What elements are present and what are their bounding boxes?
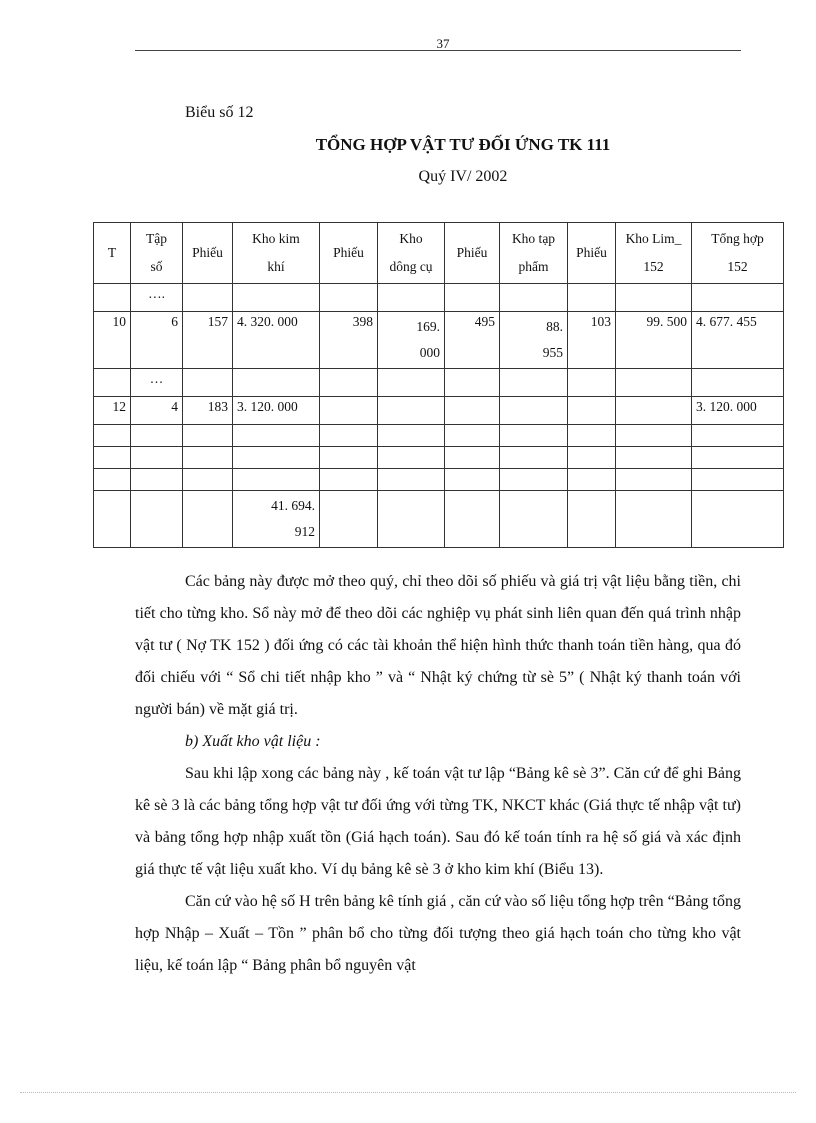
- header-cell: Kho kim khí: [233, 223, 320, 284]
- document-title: TỔNG HỢP VẬT TƯ ĐỐI ỨNG TK 111: [315, 135, 611, 154]
- table-cell: [378, 369, 445, 397]
- table-cell: 10: [94, 312, 131, 369]
- section-heading: b) Xuất kho vật liệu :: [185, 733, 321, 750]
- header-cell: Kho tạp phẩm: [500, 223, 568, 284]
- table-cell: [692, 284, 784, 312]
- table-cell: [692, 491, 784, 548]
- table-cell: 88. 955: [500, 312, 568, 369]
- table-cell: [445, 284, 500, 312]
- table-cell: 6: [131, 312, 183, 369]
- table-cell: [320, 469, 378, 491]
- table-row: [94, 447, 784, 469]
- table-cell: [131, 425, 183, 447]
- table-cell: [183, 284, 233, 312]
- table-cell: [233, 425, 320, 447]
- table-cell: [445, 447, 500, 469]
- table-cell: [616, 284, 692, 312]
- header-cell: T: [94, 223, 131, 284]
- table-cell: [500, 397, 568, 425]
- table-cell: [378, 397, 445, 425]
- header-cell: Kho dông cụ: [378, 223, 445, 284]
- table-cell: 4. 677. 455: [692, 312, 784, 369]
- table-cell: [131, 491, 183, 548]
- table-cell: 495: [445, 312, 500, 369]
- table-row: [94, 284, 784, 312]
- table-cell: [616, 369, 692, 397]
- header-cell: Phiếu: [183, 223, 233, 284]
- header-cell: Phiếu: [568, 223, 616, 284]
- table-row: [94, 369, 784, 397]
- table-cell: [568, 491, 616, 548]
- table-row: [94, 397, 784, 425]
- body-text: [135, 566, 741, 982]
- table-cell: [94, 447, 131, 469]
- table-cell: [445, 491, 500, 548]
- table-cell: [94, 369, 131, 397]
- table-cell: [500, 447, 568, 469]
- table-cell: 103: [568, 312, 616, 369]
- form-label: Biểu số 12: [185, 104, 254, 121]
- table-cell: 4: [131, 397, 183, 425]
- document-subtitle: Quý IV/ 2002: [418, 168, 508, 185]
- table-cell: [183, 369, 233, 397]
- header-cell: Phiếu: [445, 223, 500, 284]
- page-number: 37: [436, 36, 450, 51]
- table-cell: [500, 284, 568, 312]
- table-row: [94, 312, 784, 369]
- table-cell: [94, 469, 131, 491]
- table-header-row: [94, 223, 784, 284]
- table-cell: [233, 369, 320, 397]
- table-cell: [616, 447, 692, 469]
- header-rule: [135, 50, 741, 51]
- table-cell: [445, 425, 500, 447]
- table-cell: [616, 425, 692, 447]
- table-cell: [568, 447, 616, 469]
- table-cell: [445, 397, 500, 425]
- table-cell: 12: [94, 397, 131, 425]
- table-cell: [320, 369, 378, 397]
- table-cell: [183, 425, 233, 447]
- table-cell: [320, 447, 378, 469]
- material-summary-table: [93, 222, 784, 548]
- table-cell: [500, 425, 568, 447]
- table-total-row: [94, 491, 784, 548]
- table-cell: [692, 447, 784, 469]
- table-cell: [320, 397, 378, 425]
- footer-rule: [20, 1092, 796, 1093]
- table-cell: [692, 369, 784, 397]
- table-cell: [568, 369, 616, 397]
- table-cell: ….: [131, 284, 183, 312]
- paragraph: Các bảng này được mở theo quý, chỉ theo dõi số phiếu và giá trị vật liệu bằng tiền, chi tiết cho từng kho. Sổ này mở để theo dõi các nghiệp vụ phát sinh liên quan đến quá trình nhập vật tư ( Nợ TK 152 ) đối ứng có các tài khoản thể hiện hình thức thanh toán tiền hàng, qua đó đối chiếu với “ Sổ chi tiết nhập kho ” và “ Nhật ký chứng từ sè 5” ( Nhật ký thanh toán với người bán) về mặt giá trị.: [135, 573, 741, 718]
- header-cell: Phiếu: [320, 223, 378, 284]
- table-cell: [568, 284, 616, 312]
- table-cell: [320, 425, 378, 447]
- table-cell: 398: [320, 312, 378, 369]
- paragraph: Sau khi lập xong các bảng này , kế toán vật tư lập “Bảng kê sè 3”. Căn cứ để ghi Bảng kê sè 3 là các bảng tổng hợp vật tư đối ứng với từng TK, NKCT khác (Giá thực tế nhập vật tư) và bảng tổng hợp nhập xuất tồn (Giá hạch toán). Sau đó kế toán tính ra hệ số giá và xác định giá thực tế vật liệu xuất kho. Ví dụ bảng kê sè 3 ở kho kim khí (Biểu 13).: [135, 765, 741, 878]
- header-cell: Tổng hợp 152: [692, 223, 784, 284]
- table-cell: [233, 284, 320, 312]
- table-cell: 3. 120. 000: [233, 397, 320, 425]
- table-cell: [378, 491, 445, 548]
- table-cell: [616, 397, 692, 425]
- table-cell: [320, 284, 378, 312]
- table-cell: [568, 425, 616, 447]
- table-cell: [183, 447, 233, 469]
- table-cell: [378, 284, 445, 312]
- table-cell: [692, 425, 784, 447]
- table-cell: [183, 491, 233, 548]
- table-cell: [616, 491, 692, 548]
- table-row: [94, 469, 784, 491]
- table-cell: 169. 000: [378, 312, 445, 369]
- table-cell: 157: [183, 312, 233, 369]
- table-cell: [568, 469, 616, 491]
- table-cell: [568, 397, 616, 425]
- table-cell: [692, 469, 784, 491]
- table-cell: [320, 491, 378, 548]
- table-cell: 4. 320. 000: [233, 312, 320, 369]
- header-cell: Tập số: [131, 223, 183, 284]
- table-cell: [378, 469, 445, 491]
- table-cell: [445, 369, 500, 397]
- table-cell: [131, 469, 183, 491]
- table-cell: [500, 491, 568, 548]
- table-row: [94, 425, 784, 447]
- table-cell: [94, 284, 131, 312]
- table-cell: 41. 694. 912: [233, 491, 320, 548]
- table-cell: [233, 469, 320, 491]
- table-cell: 183: [183, 397, 233, 425]
- table-cell: [616, 469, 692, 491]
- table-cell: [94, 425, 131, 447]
- table-cell: [183, 469, 233, 491]
- table-cell: [378, 447, 445, 469]
- table-cell: [445, 469, 500, 491]
- table-cell: [500, 469, 568, 491]
- paragraph: Căn cứ vào hệ số H trên bảng kê tính giá , căn cứ vào số liệu tổng hợp trên “Bảng tổng hợp Nhập – Xuất – Tồn ” phân bổ cho từng đối tượng theo giá hạch toán cho từng kho vật liệu, kế toán lập “ Bảng phân bổ nguyên vật: [135, 893, 741, 974]
- table-cell: [378, 425, 445, 447]
- table-cell: 99. 500: [616, 312, 692, 369]
- table-cell: …: [131, 369, 183, 397]
- table-cell: [94, 491, 131, 548]
- table-cell: [500, 369, 568, 397]
- table-cell: [233, 447, 320, 469]
- table-cell: [131, 447, 183, 469]
- table-cell: 3. 120. 000: [692, 397, 784, 425]
- header-cell: Kho Lim_ 152: [616, 223, 692, 284]
